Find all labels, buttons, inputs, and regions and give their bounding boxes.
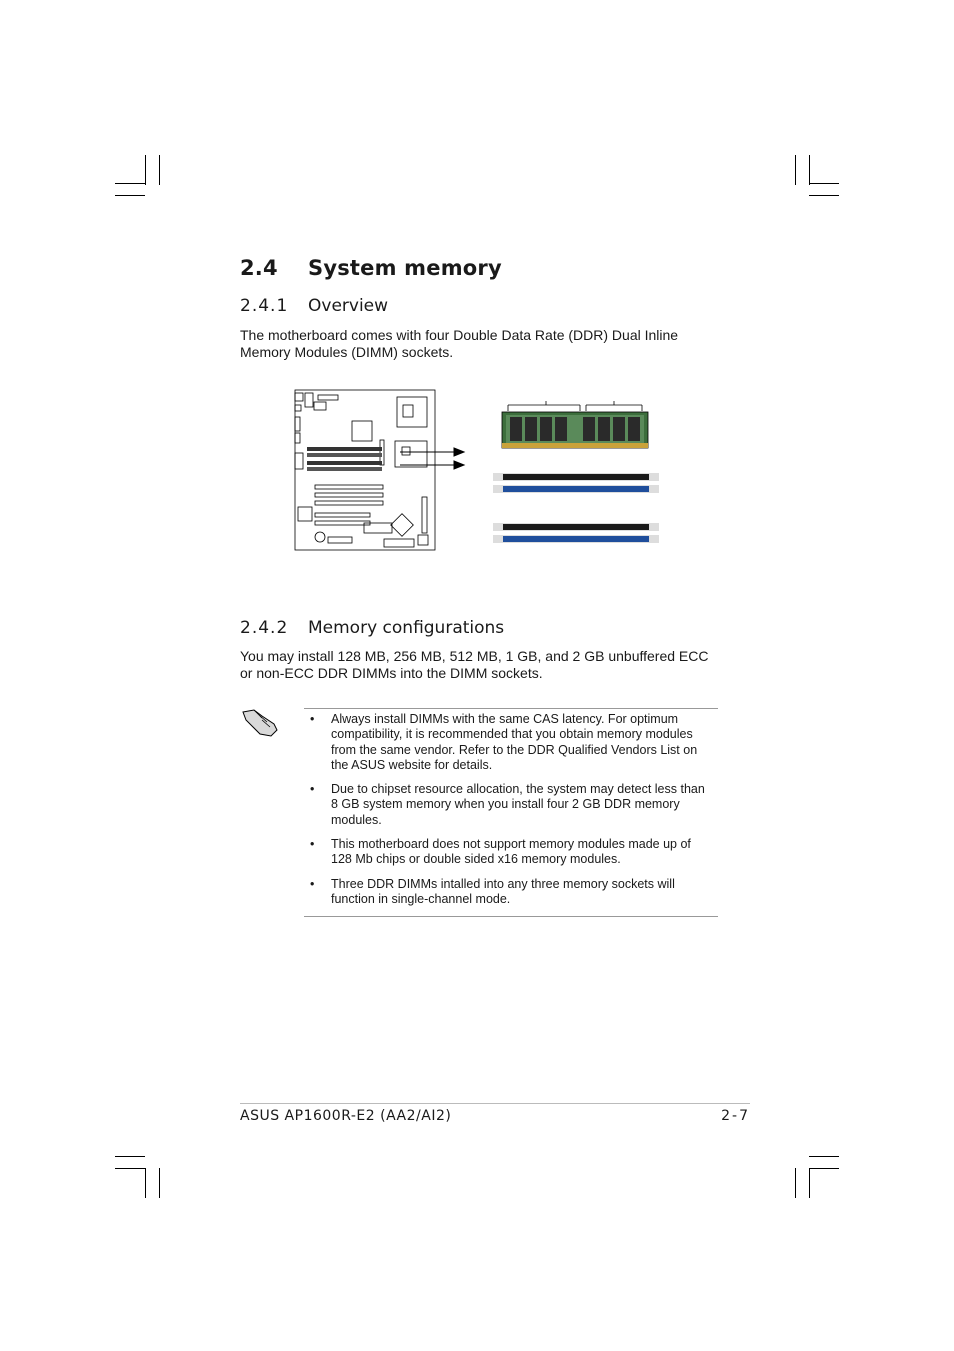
section-title: System memory bbox=[308, 256, 502, 280]
memory-config-number: 2.4.2 bbox=[240, 618, 289, 638]
page-number: 2-7 bbox=[721, 1108, 750, 1124]
memory-config-heading bbox=[240, 618, 504, 638]
section-number: 2.4 bbox=[240, 256, 278, 280]
crop-mark bbox=[809, 195, 839, 196]
crop-mark bbox=[809, 1156, 839, 1157]
note-list bbox=[304, 712, 718, 916]
note-bottom-rule bbox=[304, 916, 718, 917]
crop-mark bbox=[809, 1168, 839, 1169]
bullet: • bbox=[310, 876, 315, 891]
crop-mark bbox=[159, 155, 160, 185]
note-item bbox=[304, 782, 718, 828]
overview-heading bbox=[240, 296, 388, 316]
note-text: Always install DIMMs with the same CAS latency. For optimum compatibility, it is recommended that you obtain memory modules from the same vendor. Refer to the DDR Qualified Vendors List on the ASUS website for details. bbox=[331, 712, 698, 772]
hand-pointing-icon bbox=[240, 706, 280, 740]
memory-config-title: Memory configurations bbox=[308, 618, 505, 638]
note-item bbox=[304, 712, 718, 773]
crop-mark bbox=[159, 1168, 160, 1198]
memory-config-paragraph: You may install 128 MB, 256 MB, 512 MB, 1 GB, and 2 GB unbuffered ECC or non-ECC DDR DIMMs into the DIMM sockets. bbox=[240, 648, 709, 681]
crop-mark bbox=[115, 183, 145, 184]
overview-number: 2.4.1 bbox=[240, 296, 289, 316]
crop-mark bbox=[809, 155, 810, 185]
footer-product-name: ASUS AP1600R-E2 (AA2/AI2) bbox=[240, 1108, 452, 1124]
crop-mark bbox=[795, 155, 796, 185]
crop-mark bbox=[145, 1168, 146, 1198]
note-text: This motherboard does not support memory modules made up of 128 Mb chips or double sided x16 memory modules. bbox=[331, 837, 691, 867]
crop-mark bbox=[115, 1168, 145, 1169]
overview-title: Overview bbox=[308, 296, 389, 316]
crop-mark bbox=[145, 155, 146, 185]
crop-mark bbox=[809, 1168, 810, 1198]
note-item bbox=[304, 877, 718, 908]
bullet: • bbox=[310, 837, 315, 852]
note-text: Three DDR DIMMs intalled into any three memory sockets will function in single-channel mode. bbox=[331, 876, 675, 906]
dimm-sockets bbox=[493, 473, 659, 543]
note-text: Due to chipset resource allocation, the system may detect less than 8 GB system memory when you install four 2 GB DDR memory modules. bbox=[331, 782, 705, 827]
footer-rule bbox=[240, 1103, 750, 1104]
crop-mark bbox=[115, 1156, 145, 1157]
bullet: • bbox=[310, 712, 315, 726]
note-top-rule bbox=[304, 708, 718, 709]
crop-mark bbox=[809, 183, 839, 184]
section-heading bbox=[240, 256, 502, 280]
overview-paragraph: The motherboard comes with four Double Data Rate (DDR) Dual Inline Memory Modules (DIMM) sockets. bbox=[240, 327, 679, 360]
ddr-memory-module bbox=[502, 401, 648, 448]
bullet: • bbox=[310, 782, 315, 797]
crop-mark bbox=[795, 1168, 796, 1198]
crop-mark bbox=[115, 195, 145, 196]
note-item bbox=[304, 837, 718, 868]
motherboard-dimm-slots bbox=[307, 447, 382, 471]
dimm-socket-diagram bbox=[290, 385, 670, 555]
